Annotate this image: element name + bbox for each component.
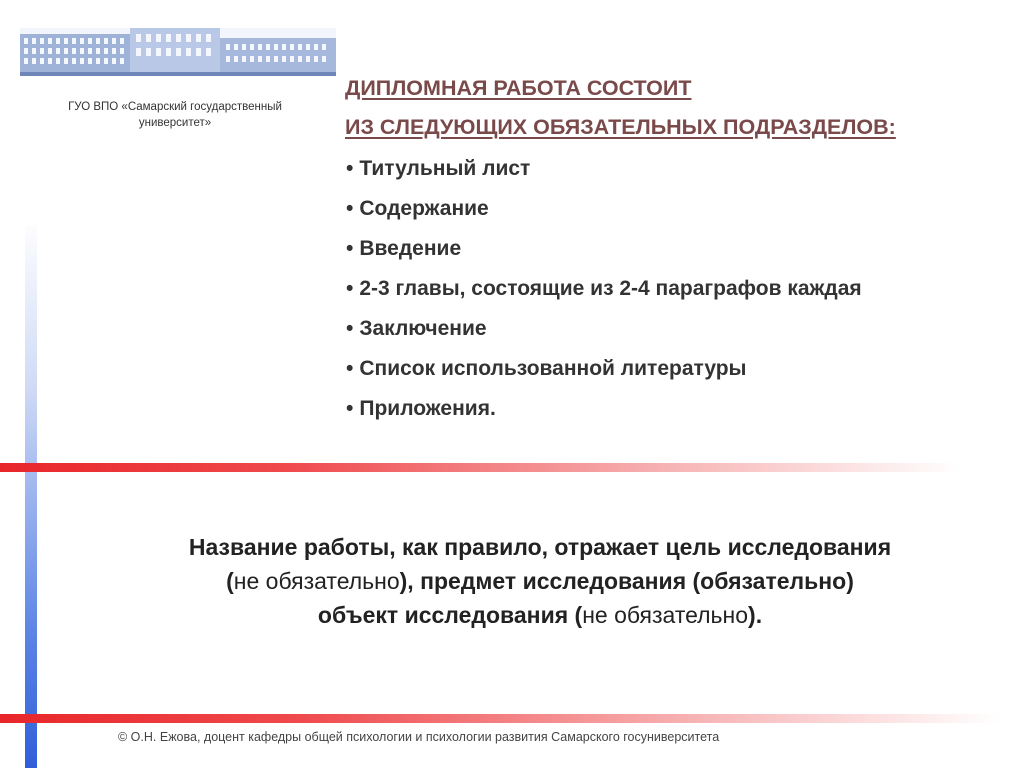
slide-heading-line1: ДИПЛОМНАЯ РАБОТА СОСТОИТ: [345, 76, 692, 100]
red-divider-bottom: [0, 714, 1000, 723]
list-item: • Титульный лист: [346, 152, 862, 192]
red-divider-top: [0, 463, 960, 472]
slide-heading-line2: ИЗ СЛЕДУЮЩИХ ОБЯЗАТЕЛЬНЫХ ПОДРАЗДЕЛОВ:: [345, 115, 896, 139]
note-text: Название работы, как правило, отражает цель исследования: [188, 534, 892, 560]
note-text: объект исследования (: [317, 602, 583, 628]
organization-name: ГУО ВПО «Самарский государственный университет»: [68, 101, 282, 129]
list-item: • Список использованной литературы: [346, 352, 862, 392]
title-note-paragraph: [60, 530, 1020, 632]
list-item: • Приложения.: [346, 392, 862, 432]
list-item: • Заключение: [346, 312, 862, 352]
note-text: (: [226, 568, 234, 594]
footer-copyright: © О.Н. Ежова, доцент кафедры общей психологии и психологии развития Самарского госуниверситета: [118, 730, 720, 744]
required-sections-list: [346, 152, 862, 432]
list-item: • Содержание: [346, 192, 862, 232]
university-building-image: [20, 28, 336, 76]
list-item: • Введение: [346, 232, 862, 272]
blue-vertical-bar: [25, 225, 37, 768]
note-text: не обязательно: [582, 602, 749, 628]
note-text: ).: [748, 602, 763, 628]
note-text: не обязательно: [233, 568, 400, 594]
list-item: • 2-3 главы, состоящие из 2-4 параграфов каждая: [346, 272, 862, 312]
note-text: ), предмет исследования (обязательно): [399, 568, 854, 594]
